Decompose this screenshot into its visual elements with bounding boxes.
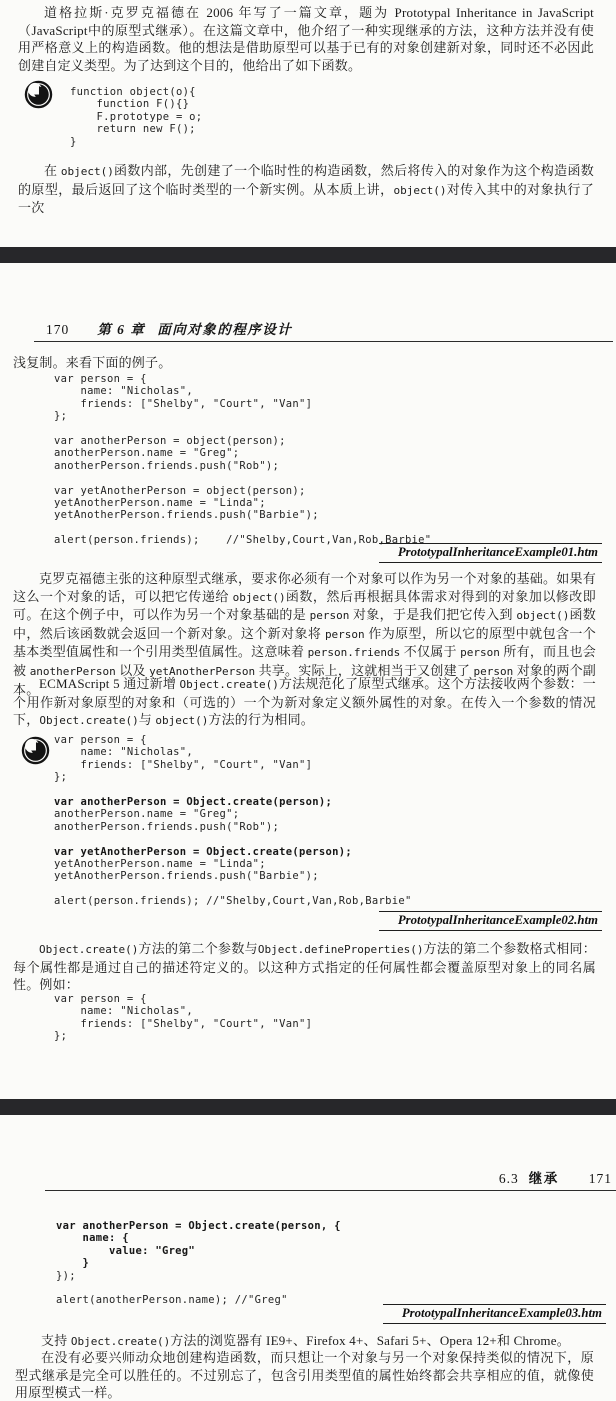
section-title: 继承 bbox=[528, 1171, 559, 1186]
code-block-example3: var anotherPerson = Object.create(person, { name: { value: "Greg" } }); alert(anotherPerson.name); //"Greg" bbox=[56, 1220, 341, 1307]
paragraph-ecmascript5-create: ECMAScript 5 通过新增 Object.create()方法规范化了原型式继承。这个方法接收两个参数：一个用作新对象原型的对象和（可选的）一个为新对象定义额外属性的对象。在传入一个参数的情况下，Object.create()与 object()方法的行为相同。 bbox=[13, 676, 596, 728]
code-download-icon bbox=[24, 80, 53, 109]
page-number-170: 170 bbox=[46, 322, 70, 337]
page-divider-bar-top bbox=[0, 247, 616, 263]
code-block-person-literal: var person = { name: "Nicholas", friends: ["Shelby", "Court", "Van"] }; bbox=[54, 993, 313, 1043]
example2-filename-label: PrototypalInheritanceExample02.htm bbox=[379, 911, 602, 931]
code-block-example2: var person = { name: "Nicholas", friends: ["Shelby", "Court", "Van"] }; var anotherPerson = Object.create(person); anotherPerson.name = "Greg"; anotherPerson.friends.push("Rob"); var yetAnotherPerson = Object.create(person); yetAnotherPerson.name = "Linda"; yetAnotherPerson.friends.push("Barbie"); alert(person.friends); //"Shelby,Court,Van,Rob,Barbie" bbox=[54, 734, 412, 908]
code-download-icon bbox=[21, 736, 50, 765]
paragraph-shallow-copy: 浅复制。来看下面的例子。 bbox=[13, 355, 172, 370]
paragraph-crockford-prototypal: 克罗克福德主张的这种原型式继承，要求你必须有一个对象可以作为另一个对象的基础。如果有这么一个对象的话，可以把它传递给 object()函数，然后再根据具体需求对得到的对象加以修改即可。在这个例子中，可以作为另一个对象基础的是 person 对象，于是我们把它传入到 object()函数中，然后该函数就会返回一个新对象。这个新对象将 person 作为原型，所以它的原型中就包含一个基本类型值属性和一个引用类型值属性。这意味着 person.friends 不仅属于 person 所有，而且也会被 anotherPerson 以及 yetAnotherPerson 共享。实际上，这就相当于又创建了 person 对象的两个副本。 bbox=[13, 571, 596, 697]
paragraph-closing: 在没有必要兴师动众地创建构造函数，而只想让一个对象与另一个对象保持类似的情况下，原型式继承是完全可以胜任的。不过别忘了，包含引用类型值的属性始终都会共享相应的值，就像使用原型模式一样。 bbox=[15, 1350, 594, 1401]
page-divider-bar-bottom bbox=[0, 1099, 616, 1115]
example1-filename-label: PrototypalInheritanceExample01.htm bbox=[379, 543, 602, 563]
paragraph-browser-support: 支持 Object.create()方法的浏览器有 IE9+、Firefox 4+、Safari 5+、Opera 12+和 Chrome。 bbox=[41, 1333, 570, 1348]
chapter-title: 面向对象的程序设计 bbox=[157, 322, 293, 337]
code-block-example1: var person = { name: "Nicholas", friends: ["Shelby", "Court", "Van"] }; var anotherPerson = object(person); anotherPerson.name = "Greg"; anotherPerson.friends.push("Rob"); var yetAnotherPerson = object(person); yetAnotherPerson.name = "Linda"; yetAnotherPerson.friends.push("Barbie"); alert(person.friends); //"Shelby,Court,Van,Rob,Barbie" bbox=[54, 373, 432, 547]
example3-filename-label: PrototypalInheritanceExample03.htm bbox=[383, 1304, 606, 1324]
code-block-object-function: function object(o){ function F(){} F.prototype = o; return new F(); } bbox=[70, 86, 203, 148]
paragraph-crockford-article: 道格拉斯·克罗克福德在 2006 年写了一篇文章，题为 Prototypal Inheritance in JavaScript （JavaScript中的原型式继承）。在这篇文章中，他介绍了一种实现继承的方法，这种方法并没有使用严格意义上的构造函数。他的想法是借助原型可以基于已有的对象创建新对象，同时还不必因此创建自定义类型。为了达到这个目的，他给出了如下函数。 bbox=[18, 5, 594, 73]
page-number-171: 171 bbox=[588, 1171, 612, 1186]
page-171-header bbox=[45, 1167, 616, 1191]
section-number: 6.3 bbox=[498, 1171, 519, 1186]
paragraph-second-argument: Object.create()方法的第二个参数与Object.defineProperties()方法的第二个参数格式相同：每个属性都是通过自己的描述符定义的。以这种方式指定的任何属性都会覆盖原型对象上的同名属性。例如： bbox=[13, 941, 596, 993]
paragraph-object-explanation: 在 object()函数内部，先创建了一个临时性的构造函数，然后将传入的对象作为这个构造函数的原型，最后返回了这个临时类型的一个新实例。从本质上讲，object()对传入其中的对象执行了一次 bbox=[18, 163, 594, 216]
page-170-header bbox=[34, 318, 613, 342]
chapter-label: 第 6 章 bbox=[97, 322, 146, 337]
